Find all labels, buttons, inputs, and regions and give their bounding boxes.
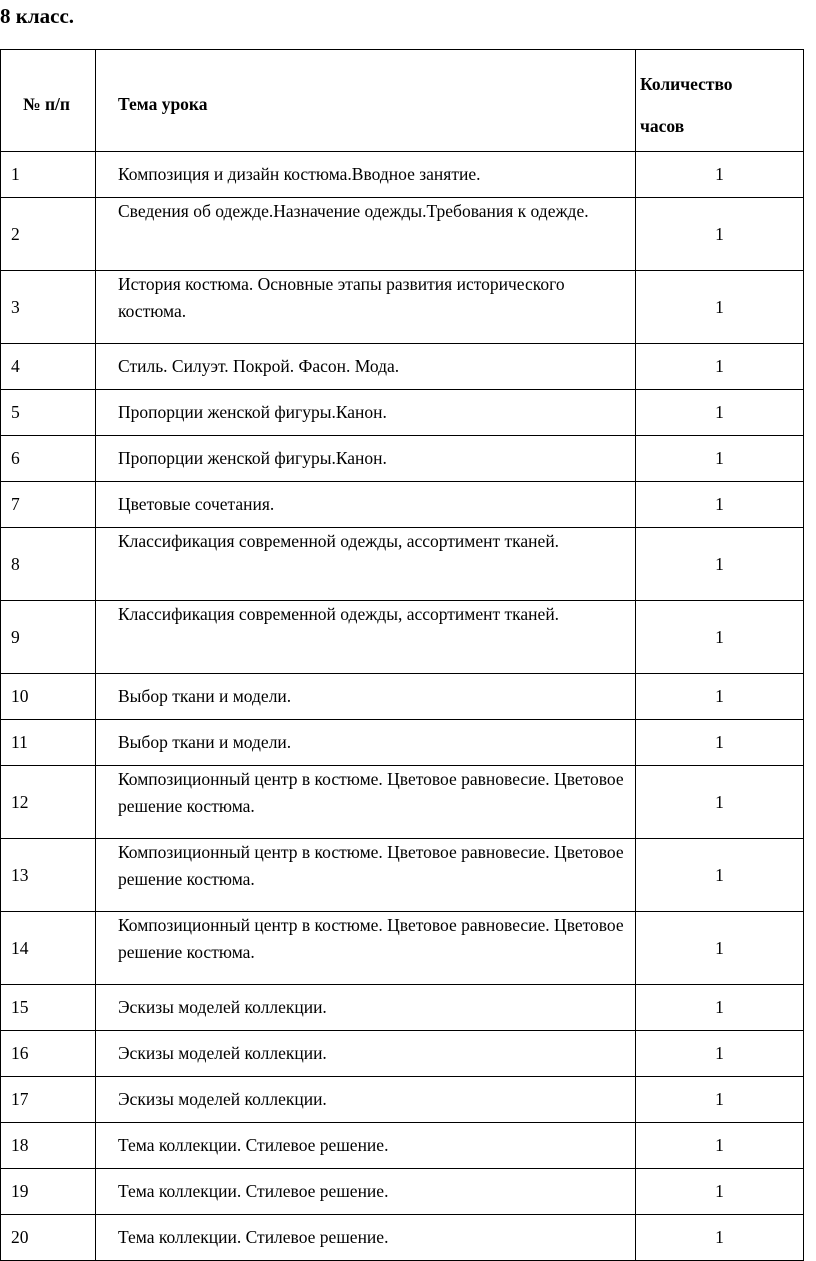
row-hours: 1 <box>636 1215 804 1261</box>
row-number: 19 <box>1 1169 96 1215</box>
row-number: 9 <box>1 601 96 674</box>
table-row <box>1 390 804 436</box>
table-row <box>1 1215 804 1261</box>
row-number: 8 <box>1 528 96 601</box>
row-topic: Классификация современной одежды, ассортимент тканей. <box>96 528 636 601</box>
table-row <box>1 1077 804 1123</box>
row-topic: Композиционный центр в костюме. Цветовое равновесие. Цветовое решение костюма. <box>96 839 636 912</box>
table-row <box>1 271 804 344</box>
row-hours: 1 <box>636 152 804 198</box>
header-hours <box>636 50 804 152</box>
row-number: 4 <box>1 344 96 390</box>
row-topic: Композиционный центр в костюме. Цветовое равновесие. Цветовое решение костюма. <box>96 766 636 839</box>
table-row <box>1 528 804 601</box>
row-number: 3 <box>1 271 96 344</box>
row-number: 16 <box>1 1031 96 1077</box>
row-hours: 1 <box>636 482 804 528</box>
row-topic: Стиль. Силуэт. Покрой. Фасон. Мода. <box>96 344 636 390</box>
row-number: 6 <box>1 436 96 482</box>
row-topic: Эскизы моделей коллекции. <box>96 1077 636 1123</box>
table-row <box>1 985 804 1031</box>
table-row <box>1 674 804 720</box>
row-topic: История костюма. Основные этапы развития исторического костюма. <box>96 271 636 344</box>
row-hours: 1 <box>636 601 804 674</box>
row-hours: 1 <box>636 528 804 601</box>
row-hours: 1 <box>636 839 804 912</box>
table-row <box>1 766 804 839</box>
row-topic: Выбор ткани и модели. <box>96 674 636 720</box>
row-topic: Эскизы моделей коллекции. <box>96 1031 636 1077</box>
row-number: 5 <box>1 390 96 436</box>
header-hours-line2: часов <box>640 115 685 136</box>
row-topic: Тема коллекции. Стилевое решение. <box>96 1215 636 1261</box>
row-hours: 1 <box>636 674 804 720</box>
row-number: 1 <box>1 152 96 198</box>
row-number: 11 <box>1 720 96 766</box>
lesson-plan-table <box>0 49 804 1261</box>
table-row <box>1 720 804 766</box>
table-row <box>1 839 804 912</box>
table-row <box>1 1031 804 1077</box>
header-number: № п/п <box>1 50 96 152</box>
row-hours: 1 <box>636 985 804 1031</box>
row-number: 14 <box>1 912 96 985</box>
row-hours: 1 <box>636 198 804 271</box>
table-row <box>1 198 804 271</box>
row-hours: 1 <box>636 436 804 482</box>
table-row <box>1 436 804 482</box>
table-row <box>1 344 804 390</box>
row-number: 7 <box>1 482 96 528</box>
table-header-row <box>1 50 804 152</box>
row-topic: Пропорции женской фигуры.Канон. <box>96 436 636 482</box>
row-hours: 1 <box>636 390 804 436</box>
row-topic: Пропорции женской фигуры.Канон. <box>96 390 636 436</box>
row-topic: Тема коллекции. Стилевое решение. <box>96 1169 636 1215</box>
table-row <box>1 1169 804 1215</box>
row-hours: 1 <box>636 1169 804 1215</box>
row-number: 17 <box>1 1077 96 1123</box>
row-topic: Цветовые сочетания. <box>96 482 636 528</box>
row-hours: 1 <box>636 344 804 390</box>
row-topic: Выбор ткани и модели. <box>96 720 636 766</box>
row-number: 15 <box>1 985 96 1031</box>
row-hours: 1 <box>636 766 804 839</box>
row-number: 20 <box>1 1215 96 1261</box>
row-number: 2 <box>1 198 96 271</box>
row-topic: Композиция и дизайн костюма.Вводное занятие. <box>96 152 636 198</box>
row-topic: Композиционный центр в костюме. Цветовое равновесие. Цветовое решение костюма. <box>96 912 636 985</box>
header-hours-line1: Количество <box>640 73 733 94</box>
row-hours: 1 <box>636 1123 804 1169</box>
table-row <box>1 912 804 985</box>
row-topic: Эскизы моделей коллекции. <box>96 985 636 1031</box>
row-topic: Классификация современной одежды, ассортимент тканей. <box>96 601 636 674</box>
row-hours: 1 <box>636 720 804 766</box>
row-topic: Тема коллекции. Стилевое решение. <box>96 1123 636 1169</box>
table-row <box>1 152 804 198</box>
row-hours: 1 <box>636 271 804 344</box>
row-hours: 1 <box>636 1077 804 1123</box>
row-number: 18 <box>1 1123 96 1169</box>
row-number: 10 <box>1 674 96 720</box>
row-number: 12 <box>1 766 96 839</box>
table-row <box>1 482 804 528</box>
table-row <box>1 1123 804 1169</box>
row-number: 13 <box>1 839 96 912</box>
row-hours: 1 <box>636 1031 804 1077</box>
row-topic: Сведения об одежде.Назначение одежды.Требования к одежде. <box>96 198 636 271</box>
header-topic: Тема урока <box>96 50 636 152</box>
page-title: 8 класс. <box>0 4 75 28</box>
table-body <box>1 152 804 1261</box>
table-row <box>1 601 804 674</box>
row-hours: 1 <box>636 912 804 985</box>
